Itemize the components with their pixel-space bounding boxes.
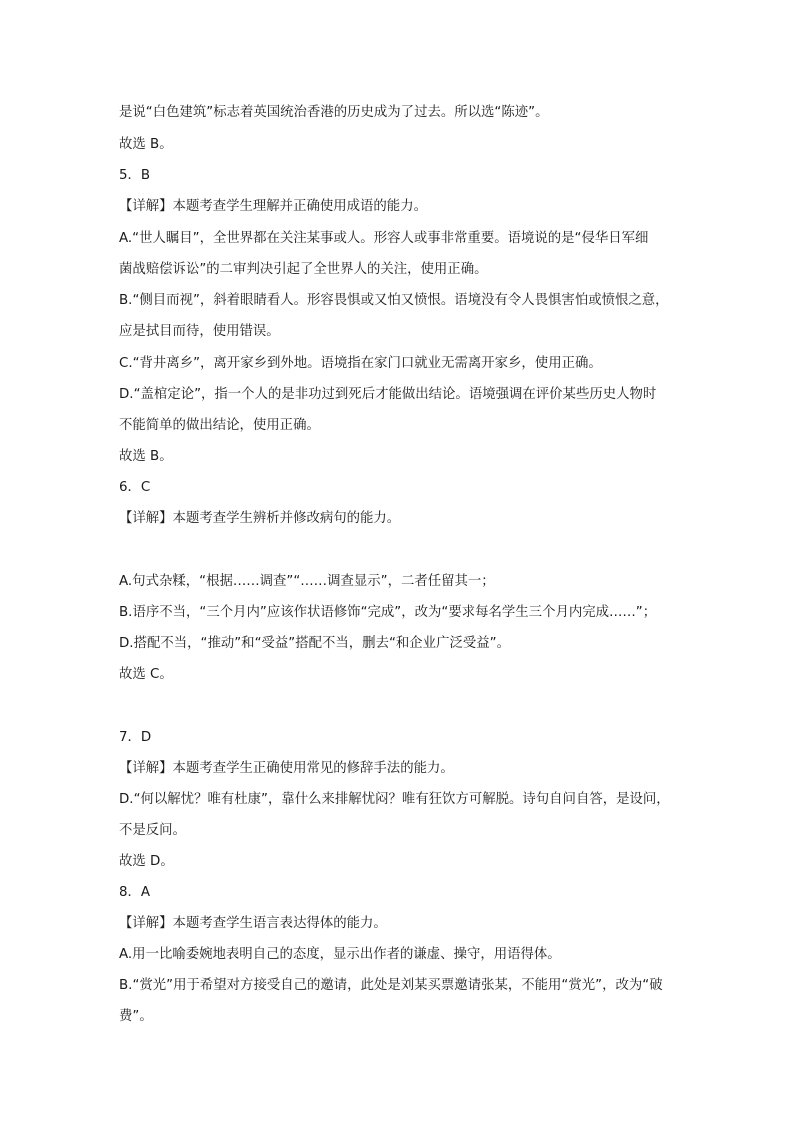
text-line: D.搭配不当，“推动”和“受益”搭配不当，删去“和企业广泛受益”。 — [119, 636, 510, 651]
text-line: 故选 C。 — [119, 667, 173, 682]
text-line: 不能简单的做出结论，使用正确。 — [119, 418, 320, 433]
explanation-heading: 【详解】本题考查学生正确使用常见的修辞手法的能力。 — [119, 761, 454, 776]
text-line: A.句式杂糅，“根据……调查”“……调查显示”，二者任留其一； — [119, 574, 495, 589]
text-line: 故选 D。 — [119, 854, 174, 869]
text-line: D.“盖棺定论”，指一个人的是非功过到死后才能做出结论。语境强调在评价某些历史人物时 — [119, 387, 657, 402]
text-line: A.用一比喻委婉地表明自己的态度，显示出作者的谦虚、操守，用语得体。 — [119, 947, 561, 962]
text-line: 费”。 — [119, 1009, 153, 1024]
explanation-heading: 【详解】本题考查学生辨析并修改病句的能力。 — [119, 511, 401, 526]
text-line: 是说“白色建筑”标志着英国统治香港的历史成为了过去。所以选“陈迹”。 — [119, 105, 549, 120]
text-line: B.“赏光”用于希望对方接受自己的邀请，此处是刘某买票邀请张某，不能用“赏光”，改为“破 — [119, 978, 663, 993]
answer-heading: 8．A — [119, 885, 151, 900]
text-line: 应是拭目而待，使用错误。 — [119, 324, 280, 339]
text-line: B.语序不当，“三个月内”应该作状语修饰“完成”，改为“要求每名学生三个月内完成……”； — [119, 605, 657, 620]
explanation-heading: 【详解】本题考查学生理解并正确使用成语的能力。 — [119, 199, 427, 214]
text-line: 菌战赔偿诉讼”的二审判决引起了全世界人的关注，使用正确。 — [119, 262, 488, 277]
text-line: B.“侧目而视”，斜着眼睛看人。形容畏惧或又怕又愤恨。语境没有令人畏惧害怕或愤恨之意， — [119, 293, 669, 308]
text-line: 故选 B。 — [119, 137, 173, 152]
answer-heading: 7．D — [119, 730, 152, 745]
text-line: C.“背井离乡”，离开家乡到外地。语境指在家门口就业无需离开家乡，使用正确。 — [119, 356, 602, 371]
text-line: 不是反问。 — [119, 823, 186, 838]
explanation-heading: 【详解】本题考查学生语言表达得体的能力。 — [119, 916, 387, 931]
answer-heading: 6．C — [119, 480, 151, 495]
answer-heading: 5．B — [119, 168, 151, 183]
text-line: A.“世人瞩目”，全世界都在关注某事或人。形容人或事非常重要。语境说的是“侵华日军细 — [119, 231, 649, 246]
text-line: D.“何以解忧？唯有杜康”，靠什么来排解忧闷？唯有狂饮方可解脱。诗句自问自答，是设问， — [119, 792, 670, 807]
text-line: 故选 B。 — [119, 449, 173, 464]
